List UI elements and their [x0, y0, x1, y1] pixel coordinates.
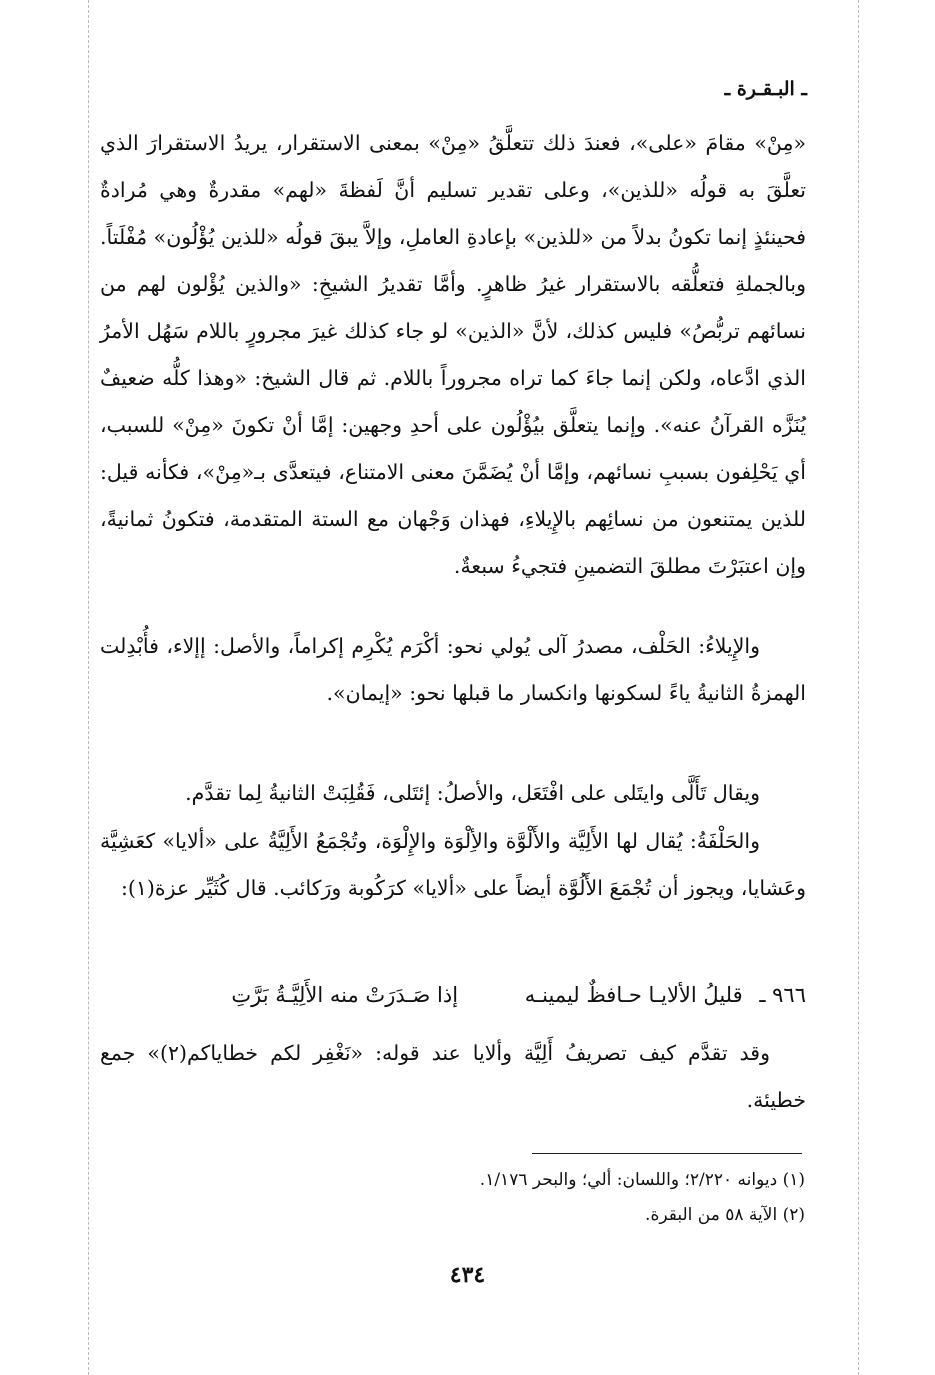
- paragraph-after-verse: وقد تقدَّم كيف تصريفُ أَلِيَّة وألايا عند قوله: «نَغْفِر لكم خطاياكم(٢)» جمع خطيئة.: [100, 1041, 806, 1112]
- poetry-verse: [100, 972, 806, 1019]
- scan-edge-left: [88, 0, 89, 1375]
- verse-second-hemistich: إذا صَـدَرَتْ منه الأَلِيَّـةُ بَرَّتِ: [231, 983, 459, 1007]
- running-head: ـ البـقـرة ـ: [724, 78, 807, 100]
- page-number: ٤٣٤: [449, 1262, 486, 1288]
- footnote-divider: [532, 1153, 802, 1154]
- footnotes: [480, 1163, 805, 1233]
- verse-number: ٩٦٦ ـ: [759, 983, 806, 1007]
- paragraph-main: «مِنْ» مقامَ «على»، فعندَ ذلك تتعلَّقُ «مِنْ» بمعنى الاستقرار، يريدُ الاستقرارَ الذي تعلَّقَ به قولُه «للذين»، وعلى تقدير تسليم أنَّ لَفظةَ «لهم» مقدرةٌ وهي مُرادةٌ فحينئذٍ إنما تكونُ بدلاً من «للذين» بإعادةِ العاملِ، وإلاَّ يبقَ قولُه «للذين يُؤْلُون» مُفْلَتاً. وبالجملةِ فتعلُّقه بالاستقرار غيرُ ظاهرٍ. وأمَّا تقديرُ الشيخِ: «والذين يُؤْلون لهم من نسائهم تربُّصُ» فليس كذلك، لأنَّ «الذين» لو جاء كذلك غيرَ مجرورٍ باللام سَهُل الأمرُ الذي ادَّعاه، ولكن إنما جاءَ كما تراه مجروراً باللام. ثم قال الشيخ: «وهذا كلُّه ضعيفٌ يُنَزَّه القرآنُ عنه». وإنما يتعلَّق بيُؤْلُون على أحدِ وجهين: إمَّا أنْ تكونَ «مِنْ» للسبب، أي يَحْلِفون بسببِ نسائهم، وإمَّا أنْ يُضَمَّنَ معنى الامتناع، فيتعدَّى بـ«مِنْ»، فكأنه قيل: للذين يمتنعون من نسائِهم بالإِيلاءِ، فهذان وَجْهان مع الستة المتقدمة، فتكونُ ثمانيةً، وإن اعتبَرْتَ مطلقَ التضمينِ فتجيءُ سبعةٌ.: [100, 131, 806, 578]
- paragraph-halfa: والحَلْفَةُ: يُقال لها الأَلِيَّة والأَلْوَّة والأِلْوَة والإِلْوَة، وتُجْمَعُ الأَلِيَّةُ على «ألايا» كعَشِيَّة وعَشايا، ويجوز أن تُجْمَعَ الأَلُوَّة أيضاً على «ألايا» كرَكُوبة ورَكائب. قال كُثَيِّر عزة(١):: [100, 829, 806, 900]
- footnote-1: (١) ديوانه ٢/٢٢٠؛ واللسان: ألي؛ والبحر ١/١٧٦.: [479, 1170, 805, 1190]
- verse-first-hemistich: قليلُ الألايـا حـافظٌ ليمينـه: [524, 983, 743, 1007]
- paragraph-ilaa: والإِيلاءُ: الحَلْف، مصدرُ آلى يُولي نحو: أكْرَم يُكْرِم إكراماً، والأصل: إإلاء، فأُبْدِلت الهمزةُ الثانيةُ ياءً لسكونها وانكسار ما قبلها نحو: «إيمان».: [100, 634, 806, 705]
- scan-edge-right: [858, 0, 859, 1375]
- footnote-2: (٢) الآية ٥٨ من البقرة.: [645, 1205, 805, 1225]
- paragraph-yuqal: ويقال تَأَلَّى وايتَلى على افْتَعَل، والأصلُ: إئتَلى، فَقُلِبَتْ الثانيةُ لِما تقدَّم.: [185, 781, 760, 805]
